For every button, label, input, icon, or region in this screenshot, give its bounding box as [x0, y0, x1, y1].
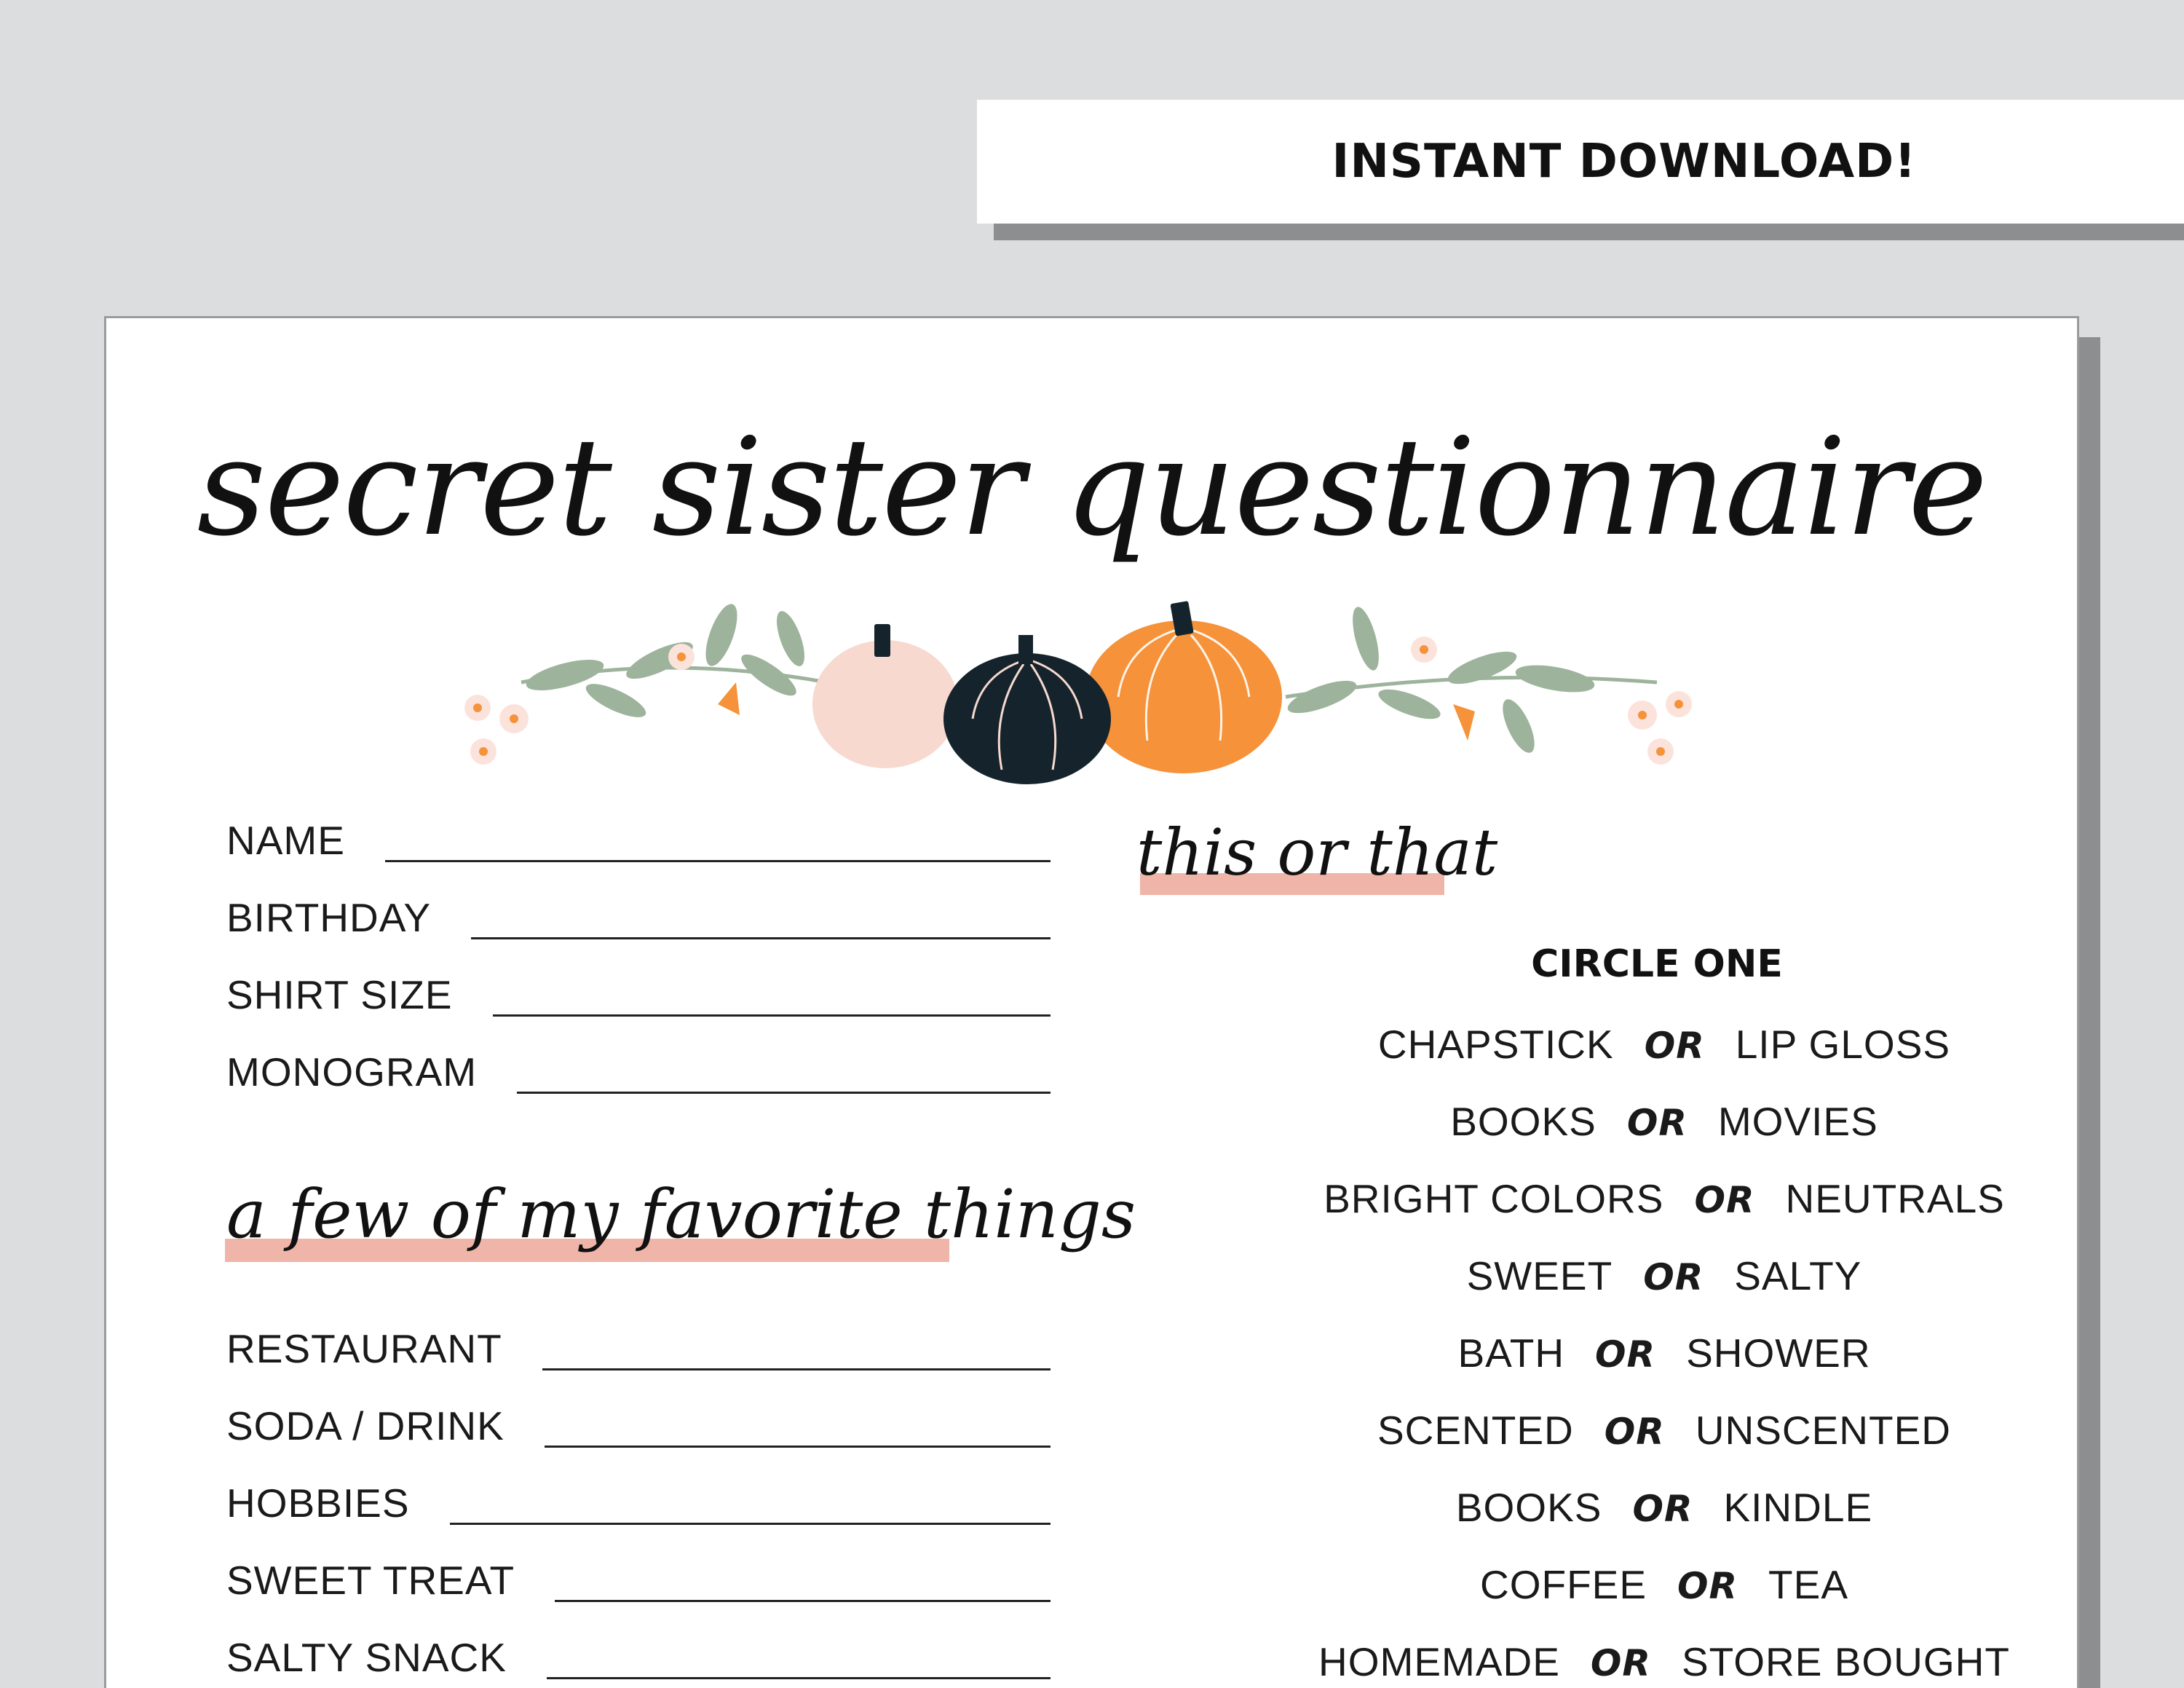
name-field[interactable]	[226, 818, 1051, 863]
banner-text: INSTANT DOWNLOAD!	[1332, 135, 1917, 189]
option-a[interactable]: BOOKS	[1455, 1485, 1602, 1530]
field-label: SALTY SNACK	[226, 1635, 507, 1680]
or-word: OR	[1677, 1565, 1738, 1607]
field-label: NAME	[226, 818, 345, 863]
option-b[interactable]: TEA	[1768, 1562, 1849, 1607]
option-a[interactable]: BATH	[1457, 1330, 1565, 1376]
leaf-vine-icon	[1284, 604, 1657, 757]
field-label: SODA / DRINK	[226, 1403, 505, 1448]
page-title: secret sister questionnaire	[197, 409, 1987, 566]
shirt-size-field[interactable]	[226, 972, 1051, 1017]
circle-one-instruction: CIRCLE ONE	[1531, 942, 1783, 986]
this-or-that-heading: this or that	[1136, 815, 1498, 890]
write-line[interactable]	[471, 937, 1051, 939]
or-word: OR	[1644, 1025, 1705, 1067]
or-word: OR	[1632, 1488, 1693, 1530]
write-line[interactable]	[555, 1600, 1051, 1602]
choice-pair	[1176, 1408, 2152, 1453]
pumpkin-garland-icon	[448, 595, 1737, 792]
instant-download-banner	[977, 100, 2184, 224]
option-b[interactable]: STORE BOUGHT	[1681, 1639, 2010, 1684]
option-b[interactable]: MOVIES	[1717, 1099, 1878, 1144]
choice-pair	[1176, 1485, 2152, 1530]
write-line[interactable]	[542, 1368, 1051, 1370]
option-a[interactable]: BOOKS	[1450, 1099, 1597, 1144]
birthday-field[interactable]	[226, 895, 1051, 940]
option-b[interactable]: SHOWER	[1686, 1330, 1871, 1376]
field-label: HOBBIES	[226, 1480, 410, 1526]
option-a[interactable]: HOMEMADE	[1318, 1639, 1560, 1684]
option-b[interactable]: NEUTRALS	[1785, 1176, 2005, 1221]
field-label: RESTAURANT	[226, 1326, 502, 1371]
option-b[interactable]: SALTY	[1734, 1253, 1862, 1298]
flower-icon	[1411, 636, 1692, 765]
or-word: OR	[1694, 1179, 1755, 1221]
write-line[interactable]	[545, 1446, 1051, 1448]
choice-pair	[1176, 1099, 2152, 1144]
or-word: OR	[1604, 1411, 1665, 1453]
salty-snack-field[interactable]	[226, 1635, 1051, 1680]
favorites-heading: a few of my favorite things	[226, 1175, 1136, 1253]
choice-pair	[1176, 1176, 2152, 1221]
option-a[interactable]: CHAPSTICK	[1377, 1022, 1614, 1067]
choice-pair	[1176, 1562, 2152, 1607]
option-a[interactable]: COFFEE	[1479, 1562, 1647, 1607]
option-b[interactable]: KINDLE	[1723, 1485, 1873, 1530]
option-b[interactable]: UNSCENTED	[1695, 1408, 1952, 1453]
option-a[interactable]: BRIGHT COLORS	[1324, 1176, 1664, 1221]
option-a[interactable]: SCENTED	[1377, 1408, 1574, 1453]
monogram-field[interactable]	[226, 1049, 1051, 1095]
or-word: OR	[1626, 1102, 1688, 1144]
or-word: OR	[1590, 1642, 1651, 1684]
hobbies-field[interactable]	[226, 1480, 1051, 1526]
write-line[interactable]	[517, 1092, 1051, 1094]
or-word: OR	[1595, 1333, 1656, 1376]
choice-pair	[1176, 1022, 2152, 1067]
choice-pair	[1176, 1330, 2152, 1376]
field-label: BIRTHDAY	[226, 895, 432, 940]
option-a[interactable]: SWEET	[1466, 1253, 1613, 1298]
questionnaire-page	[104, 316, 2079, 1688]
pumpkin-icon	[812, 601, 1282, 784]
choice-pair	[1176, 1639, 2152, 1684]
write-line[interactable]	[385, 860, 1051, 862]
write-line[interactable]	[493, 1014, 1051, 1017]
soda-drink-field[interactable]	[226, 1403, 1051, 1448]
write-line[interactable]	[547, 1677, 1051, 1679]
option-b[interactable]: LIP GLOSS	[1735, 1022, 1951, 1067]
field-label: SWEET TREAT	[226, 1558, 515, 1603]
write-line[interactable]	[450, 1523, 1051, 1525]
field-label: MONOGRAM	[226, 1049, 478, 1095]
choice-pair	[1176, 1253, 2152, 1298]
or-word: OR	[1643, 1256, 1704, 1298]
field-label: SHIRT SIZE	[226, 972, 453, 1017]
sweet-treat-field[interactable]	[226, 1558, 1051, 1603]
restaurant-field[interactable]	[226, 1326, 1051, 1371]
